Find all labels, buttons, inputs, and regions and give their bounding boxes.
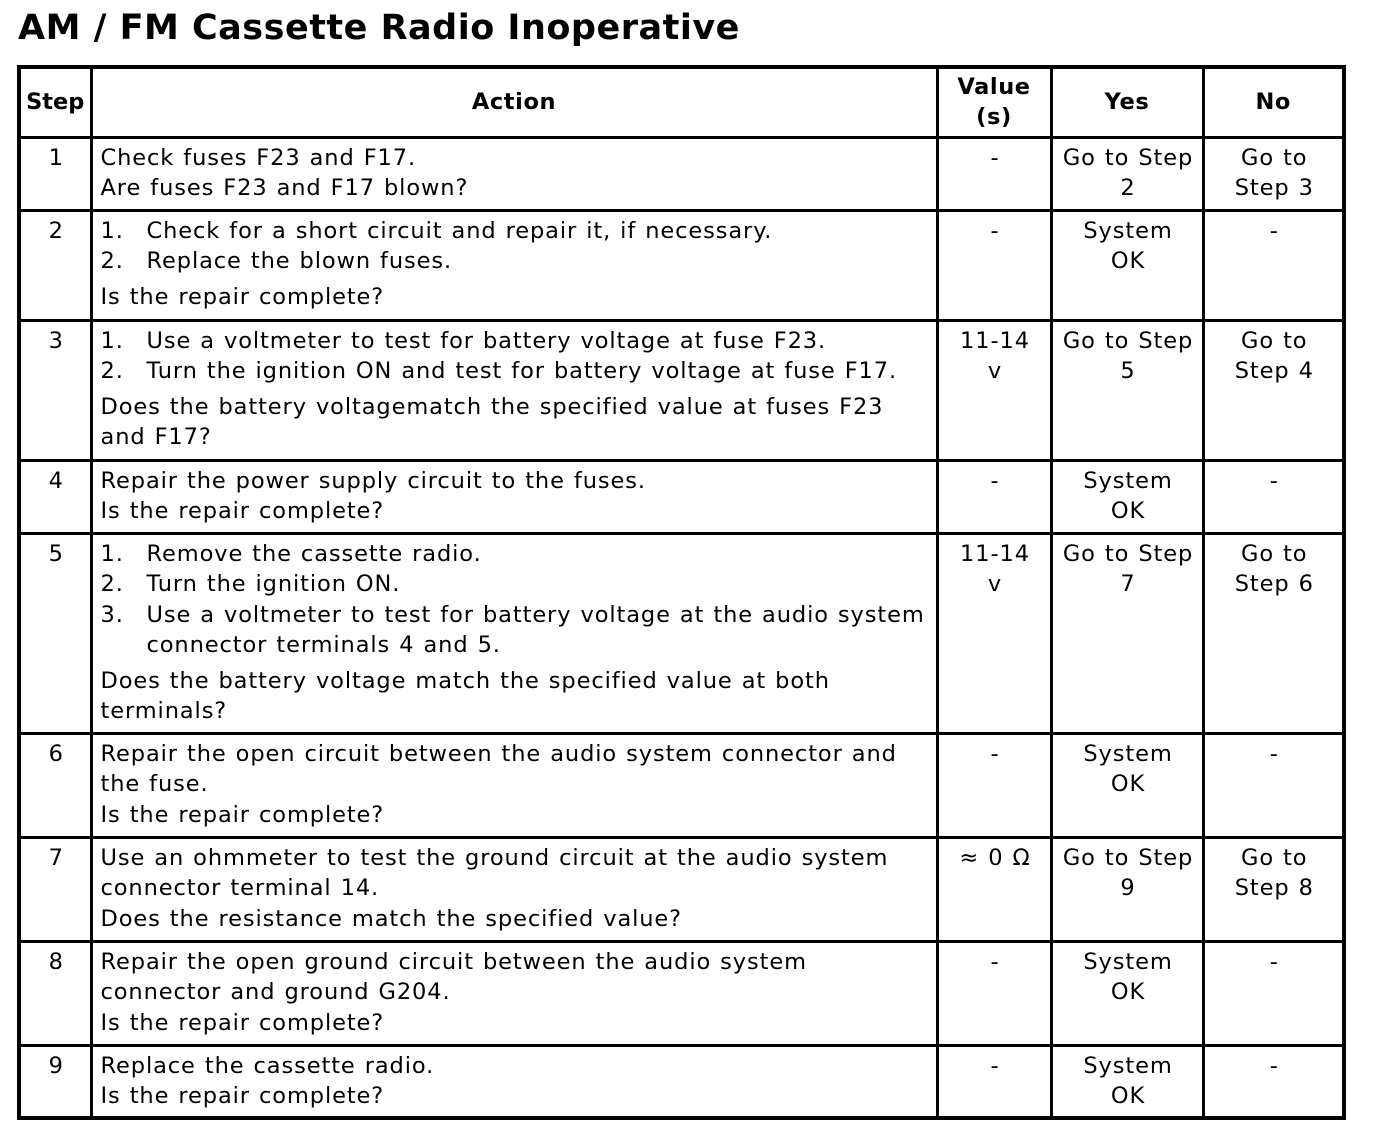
- action-step-number: 2.: [100, 358, 124, 384]
- action-question: Does the battery voltage match the specified value at both terminals?: [100, 667, 830, 724]
- action-steps-list: [101, 216, 930, 277]
- step-number: 7: [19, 837, 91, 941]
- yes-cell-line: Go to Step: [1062, 327, 1194, 354]
- action-line: Repair the open ground circuit between the audio system connector and ground G204.: [100, 948, 807, 1005]
- action-step-number: 3.: [100, 601, 124, 628]
- value-cell: [937, 1045, 1051, 1118]
- action-line: Is the repair complete?: [100, 801, 385, 828]
- step-number: 1: [19, 137, 91, 210]
- action-cell: [91, 533, 937, 733]
- action-step-text: Turn the ignition ON.: [146, 571, 401, 597]
- yes-cell: [1051, 210, 1203, 320]
- header-step: Step: [19, 67, 91, 137]
- action-cell: [91, 733, 937, 837]
- yes-cell-line: OK: [1110, 771, 1146, 797]
- action-question: Does the battery voltagematch the specified value at fuses F23 and F17?: [100, 393, 884, 450]
- no-cell-line: Go to: [1241, 844, 1308, 871]
- yes-cell-line: 9: [1120, 875, 1136, 901]
- action-step-item: [101, 356, 930, 387]
- action-step-item: [101, 600, 930, 661]
- step-number: 8: [19, 941, 91, 1045]
- value-cell: [937, 837, 1051, 941]
- step-number: 2: [19, 210, 91, 320]
- no-cell-line: -: [1269, 948, 1279, 975]
- no-cell-line: -: [1269, 740, 1279, 767]
- yes-cell-line: OK: [1110, 498, 1146, 524]
- yes-cell-line: Go to Step: [1062, 844, 1194, 871]
- no-cell-line: Go to: [1241, 327, 1308, 354]
- step-number: 5: [19, 533, 91, 733]
- table-body: [19, 137, 1344, 1118]
- page-title: AM / FM Cassette Radio Inoperative: [18, 8, 740, 48]
- table-row: [19, 210, 1344, 320]
- no-cell-line: -: [1269, 1052, 1279, 1079]
- header-no: No: [1203, 67, 1344, 137]
- no-cell: [1203, 533, 1344, 733]
- no-cell-line: -: [1269, 467, 1279, 494]
- yes-cell-line: Go to Step: [1062, 540, 1194, 567]
- no-cell: [1203, 733, 1344, 837]
- step-number: 3: [19, 320, 91, 460]
- action-steps-list: [101, 326, 930, 387]
- no-cell-line: Step 4: [1234, 358, 1314, 384]
- no-cell: [1203, 210, 1344, 320]
- action-step-text: Replace the blown fuses.: [146, 248, 453, 274]
- no-cell-line: Go to: [1241, 144, 1308, 171]
- table-row: [19, 941, 1344, 1045]
- value-cell-line: -: [990, 217, 1000, 244]
- action-step-number: 1.: [100, 540, 124, 567]
- value-cell-line: 11-14: [960, 327, 1030, 354]
- action-line: Does the resistance match the specified value?: [100, 905, 683, 932]
- action-step-number: 2.: [100, 248, 124, 274]
- action-cell: [91, 1045, 937, 1118]
- yes-cell: [1051, 460, 1203, 533]
- table-row: [19, 533, 1344, 733]
- action-cell: [91, 210, 937, 320]
- table-row: [19, 460, 1344, 533]
- value-cell: [937, 137, 1051, 210]
- no-cell: [1203, 1045, 1344, 1118]
- table-row: [19, 733, 1344, 837]
- yes-cell-line: 2: [1120, 175, 1136, 201]
- header-value: [937, 67, 1051, 137]
- no-cell: [1203, 941, 1344, 1045]
- action-step-item: [101, 539, 930, 570]
- action-line: Is the repair complete?: [100, 1083, 385, 1109]
- step-number: 4: [19, 460, 91, 533]
- yes-cell-line: System: [1083, 948, 1173, 975]
- action-step-item: [101, 569, 930, 600]
- yes-cell-line: OK: [1110, 248, 1146, 274]
- yes-cell-line: System: [1083, 217, 1173, 244]
- action-line: Repair the power supply circuit to the fuses.: [100, 467, 646, 494]
- header-action: Action: [91, 67, 937, 137]
- action-cell: [91, 837, 937, 941]
- action-step-number: 2.: [100, 571, 124, 597]
- action-step-item: [101, 246, 930, 277]
- yes-cell: [1051, 137, 1203, 210]
- yes-cell-line: System: [1083, 467, 1173, 494]
- no-cell: [1203, 460, 1344, 533]
- action-cell: [91, 941, 937, 1045]
- yes-cell-line: System: [1083, 740, 1173, 767]
- no-cell: [1203, 320, 1344, 460]
- yes-cell-line: Go to Step: [1062, 144, 1194, 171]
- action-cell: [91, 320, 937, 460]
- action-line: Check fuses F23 and F17.: [100, 144, 417, 171]
- action-step-item: [101, 326, 930, 357]
- value-cell: [937, 941, 1051, 1045]
- value-cell-line: v: [987, 571, 1003, 597]
- no-cell-line: -: [1269, 217, 1279, 244]
- yes-cell-line: System: [1083, 1052, 1173, 1079]
- action-cell: [91, 137, 937, 210]
- action-step-text: Use a voltmeter to test for battery voltage at fuse F23.: [146, 327, 827, 354]
- header-yes: Yes: [1051, 67, 1203, 137]
- value-cell: [937, 533, 1051, 733]
- action-steps-list: [101, 539, 930, 661]
- yes-cell: [1051, 941, 1203, 1045]
- step-number: 9: [19, 1045, 91, 1118]
- header-value-line1: Value: [957, 73, 1031, 100]
- action-line: Are fuses F23 and F17 blown?: [100, 175, 469, 201]
- yes-cell: [1051, 837, 1203, 941]
- action-step-number: 1.: [100, 217, 124, 244]
- no-cell-line: Step 6: [1234, 571, 1314, 597]
- yes-cell-line: OK: [1110, 1083, 1146, 1109]
- value-cell-line: 11-14: [960, 540, 1030, 567]
- value-cell-line: -: [990, 948, 1000, 975]
- value-cell-line: -: [990, 144, 1000, 171]
- action-cell: [91, 460, 937, 533]
- action-question: Is the repair complete?: [100, 283, 385, 310]
- value-cell: [937, 460, 1051, 533]
- table-row: [19, 1045, 1344, 1118]
- action-line: Repair the open circuit between the audio system connector and the fuse.: [100, 740, 897, 797]
- no-cell-line: Go to: [1241, 540, 1308, 567]
- no-cell-line: Step 8: [1234, 875, 1314, 901]
- action-step-text: Remove the cassette radio.: [146, 540, 482, 567]
- table-header: [19, 67, 1344, 137]
- action-line: Use an ohmmeter to test the ground circuit at the audio system connector terminal 14.: [100, 844, 889, 901]
- action-line: Is the repair complete?: [100, 498, 385, 524]
- no-cell: [1203, 837, 1344, 941]
- value-cell-line: v: [987, 358, 1003, 384]
- action-step-text: Use a voltmeter to test for battery voltage at the audio system connector terminals 4 and 5.: [146, 601, 925, 658]
- yes-cell: [1051, 1045, 1203, 1118]
- action-step-text: Turn the ignition ON and test for battery voltage at fuse F17.: [146, 358, 898, 384]
- step-number: 6: [19, 733, 91, 837]
- yes-cell: [1051, 733, 1203, 837]
- value-cell: [937, 733, 1051, 837]
- diagnostic-table: [17, 65, 1346, 1120]
- table-row: [19, 137, 1344, 210]
- no-cell-line: Step 3: [1234, 175, 1314, 201]
- action-step-item: [101, 216, 930, 247]
- value-cell-line: -: [990, 740, 1000, 767]
- action-step-number: 1.: [100, 327, 124, 354]
- value-cell-line: ≈ 0 Ω: [959, 844, 1031, 871]
- yes-cell-line: OK: [1110, 979, 1146, 1005]
- yes-cell-line: 7: [1120, 571, 1136, 597]
- yes-cell: [1051, 533, 1203, 733]
- action-line: Replace the cassette radio.: [100, 1052, 435, 1079]
- yes-cell: [1051, 320, 1203, 460]
- value-cell: [937, 210, 1051, 320]
- value-cell-line: -: [990, 1052, 1000, 1079]
- no-cell: [1203, 137, 1344, 210]
- action-step-text: Check for a short circuit and repair it, if necessary.: [146, 217, 773, 244]
- table-row: [19, 837, 1344, 941]
- action-line: Is the repair complete?: [100, 1009, 385, 1036]
- yes-cell-line: 5: [1120, 358, 1136, 384]
- value-cell-line: -: [990, 467, 1000, 494]
- value-cell: [937, 320, 1051, 460]
- table-row: [19, 320, 1344, 460]
- header-value-line2: (s): [976, 104, 1012, 131]
